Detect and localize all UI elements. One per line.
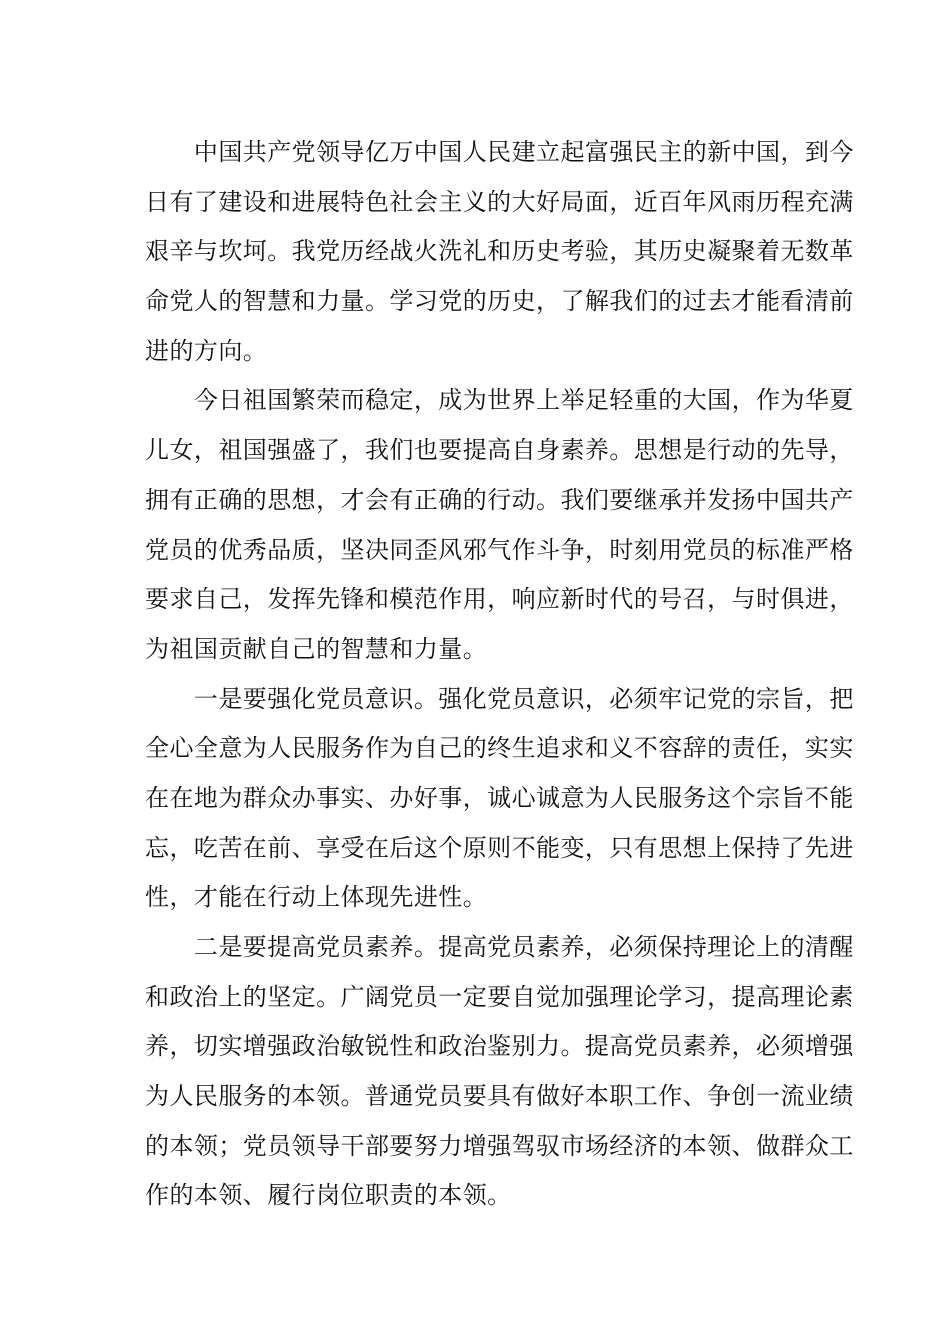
paragraph (145, 923, 854, 1221)
text-line: 为祖国贡献自己的智慧和力量。 (145, 634, 488, 663)
text-line: 和政治上的坚定。广阔党员一定要自觉加强理论学习，提高理论素 (145, 982, 854, 1011)
text-line: 儿女，祖国强盛了，我们也要提高自身素养。思想是行动的先导， (145, 436, 854, 465)
text-line: 二是要提高党员素养。提高党员素养，必须保持理论上的清醒 (193, 933, 854, 961)
paragraph (145, 376, 854, 674)
text-line: 养，切实增强政治敏锐性和政治鉴别力。提高党员素养，必须增强 (145, 1032, 854, 1061)
text-line: 进的方向。 (145, 336, 268, 365)
document-page (145, 128, 854, 1221)
text-line: 在在地为群众办事实、办好事，诚心诚意为人民服务这个宗旨不能 (145, 783, 854, 812)
text-line: 艰辛与坎坷。我党历经战火洗礼和历史考验，其历史凝聚着无数革 (145, 237, 854, 266)
text-line: 要求自己，发挥先锋和模范作用，响应新时代的号召，与时俱进， (145, 585, 854, 614)
text-line: 命党人的智慧和力量。学习党的历史，了解我们的过去才能看清前 (145, 287, 854, 316)
text-line: 为人民服务的本领。普通党员要具有做好本职工作、争创一流业绩 (145, 1082, 854, 1111)
text-line: 拥有正确的思想，才会有正确的行动。我们要继承并发扬中国共产 (145, 485, 854, 514)
text-line: 一是要强化党员意识。强化党员意识，必须牢记党的宗旨，把 (193, 684, 854, 713)
text-line: 党员的优秀品质，坚决同歪风邪气作斗争，时刻用党员的标准严格 (145, 535, 854, 564)
text-line: 的本领；党员领导干部要努力增强驾驭市场经济的本领、做群众工 (145, 1131, 854, 1160)
paragraph (145, 675, 854, 923)
text-line: 忘，吃苦在前、享受在后这个原则不能变，只有思想上保持了先进 (145, 833, 854, 862)
text-line: 性，才能在行动上体现先进性。 (145, 883, 488, 912)
text-line: 今日祖国繁荣而稳定，成为世界上举足轻重的大国，作为华夏 (193, 386, 854, 415)
text-line: 中国共产党领导亿万中国人民建立起富强民主的新中国，到今 (193, 138, 854, 166)
paragraph (145, 128, 854, 376)
text-line: 作的本领、履行岗位职责的本领。 (145, 1181, 512, 1210)
text-line: 全心全意为人民服务作为自己的终生追求和义不容辞的责任，实实 (145, 734, 854, 763)
text-line: 日有了建设和进展特色社会主义的大好局面，近百年风雨历程充满 (145, 187, 854, 216)
